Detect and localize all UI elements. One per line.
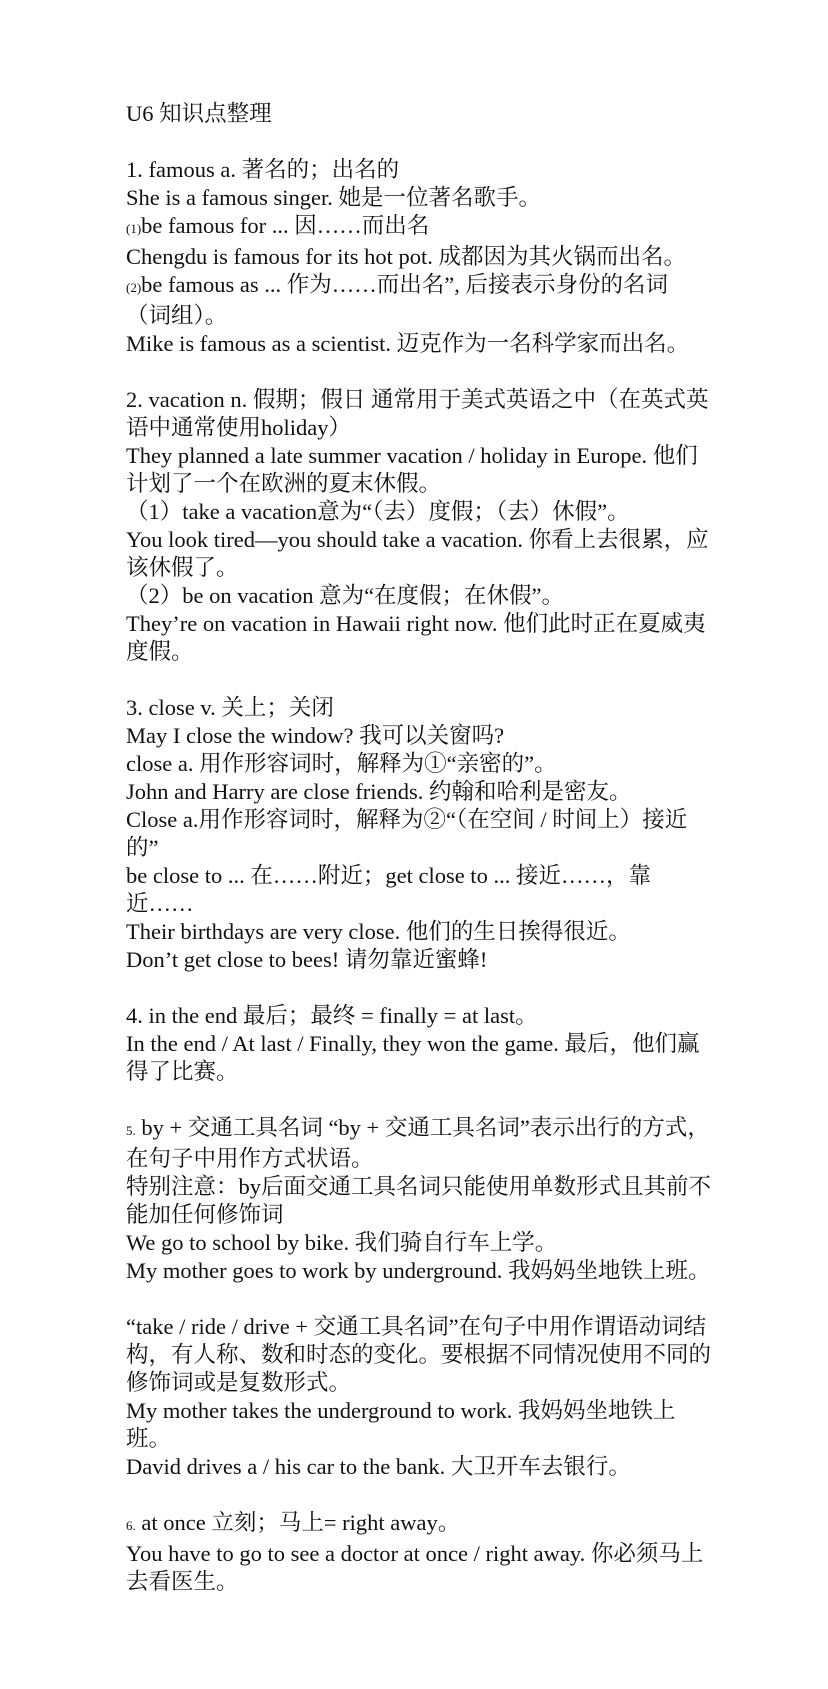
document-page <box>126 100 712 1596</box>
spacer <box>126 1086 712 1114</box>
example-sentence: You have to go to see a doctor at once / right away. 你必须马上去看医生。 <box>126 1541 704 1594</box>
item-number: 6. <box>126 1518 136 1533</box>
special-note: 特别注意：by后面交通工具名词只能使用单数形式且其前不能加任何修饰词 <box>126 1174 712 1227</box>
heading-text: by + 交通工具名词 “by + 交通工具名词”表示出行的方式，在句子中用作方式状语。 <box>126 1115 710 1171</box>
phrase-item: be close to ... 在……附近；get close to ... 接近……，靠近…… <box>126 863 651 916</box>
spacer <box>126 1285 712 1313</box>
spacer <box>126 666 712 694</box>
phrase-text: be famous for ... 因……而出名 <box>141 213 430 238</box>
example-sentence: Don’t get close to bees! 请勿靠近蜜蜂! <box>126 947 488 972</box>
example-sentence: Mike is famous as a scientist. 迈克作为一名科学家而出名。 <box>126 331 690 356</box>
example-sentence: David drives a / his car to the bank. 大卫开车去银行。 <box>126 1454 631 1479</box>
heading-text: at once 立刻；马上= right away。 <box>141 1510 461 1535</box>
example-sentence: Chengdu is famous for its hot pot. 成都因为其火锅而出名。 <box>126 244 686 269</box>
example-sentence: My mother takes the underground to work. 我妈妈坐地铁上班。 <box>126 1398 676 1451</box>
example-sentence: They planned a late summer vacation / holiday in Europe. 他们计划了一个在欧洲的夏末休假。 <box>126 443 698 496</box>
section-vacation <box>126 386 712 666</box>
item-number: (1) <box>126 221 142 236</box>
section-heading: 1. famous a. 著名的；出名的 <box>126 157 400 182</box>
item-number: 5. <box>126 1123 136 1138</box>
phrase-item: （2）be on vacation 意为“在度假；在休假”。 <box>126 583 565 608</box>
phrase-item: （1）take a vacation意为“（去）度假；（去）休假”。 <box>126 499 630 524</box>
example-sentence: John and Harry are close friends. 约翰和哈利是密友。 <box>126 779 632 804</box>
section-famous <box>126 156 712 358</box>
example-sentence: Their birthdays are very close. 他们的生日挨得很近。 <box>126 919 631 944</box>
example-sentence: My mother goes to work by underground. 我妈妈坐地铁上班。 <box>126 1258 711 1283</box>
section-heading: 3. close v. 关上；关闭 <box>126 695 334 720</box>
section-heading <box>126 1509 712 1540</box>
example-sentence: May I close the window? 我可以关窗吗? <box>126 723 505 748</box>
section-heading: 4. in the end 最后；最终 = finally = at last。 <box>126 1003 538 1028</box>
section-close <box>126 694 712 974</box>
phrase-item <box>126 212 712 243</box>
adjective-meaning: close a. 用作形容词时，解释为①“亲密的”。 <box>126 751 557 776</box>
spacer <box>126 974 712 1002</box>
document-title: U6 知识点整理 <box>126 101 272 126</box>
phrase-text: be famous as ... 作为……而出名”, 后接表示身份的名词（词组）。 <box>126 272 668 328</box>
item-number: (2) <box>126 280 142 295</box>
section-by-transport <box>126 1114 712 1481</box>
example-sentence: She is a famous singer. 她是一位著名歌手。 <box>126 185 541 210</box>
example-sentence: We go to school by bike. 我们骑自行车上学。 <box>126 1230 558 1255</box>
section-heading: 2. vacation n. 假期；假日 通常用于美式英语之中（在英式英语中通常使用holiday） <box>126 387 709 440</box>
example-sentence: You look tired—you should take a vacation. 你看上去很累，应该休假了。 <box>126 527 709 580</box>
section-at-once <box>126 1509 712 1596</box>
explanation-paragraph: “take / ride / drive + 交通工具名词”在句子中用作谓语动词结构，有人称、数和时态的变化。要根据不同情况使用不同的修饰词或是复数形式。 <box>126 1314 712 1395</box>
example-sentence: They’re on vacation in Hawaii right now. 他们此时正在夏威夷度假。 <box>126 611 706 664</box>
example-sentence: In the end / At last / Finally, they won the game. 最后，他们赢得了比赛。 <box>126 1031 700 1084</box>
spacer <box>126 1481 712 1509</box>
adjective-meaning: Close a.用作形容词时，解释为②“（在空间 / 时间上）接近的” <box>126 807 688 860</box>
spacer <box>126 358 712 386</box>
section-heading <box>126 1114 712 1173</box>
section-in-the-end <box>126 1002 712 1086</box>
phrase-item <box>126 271 712 330</box>
